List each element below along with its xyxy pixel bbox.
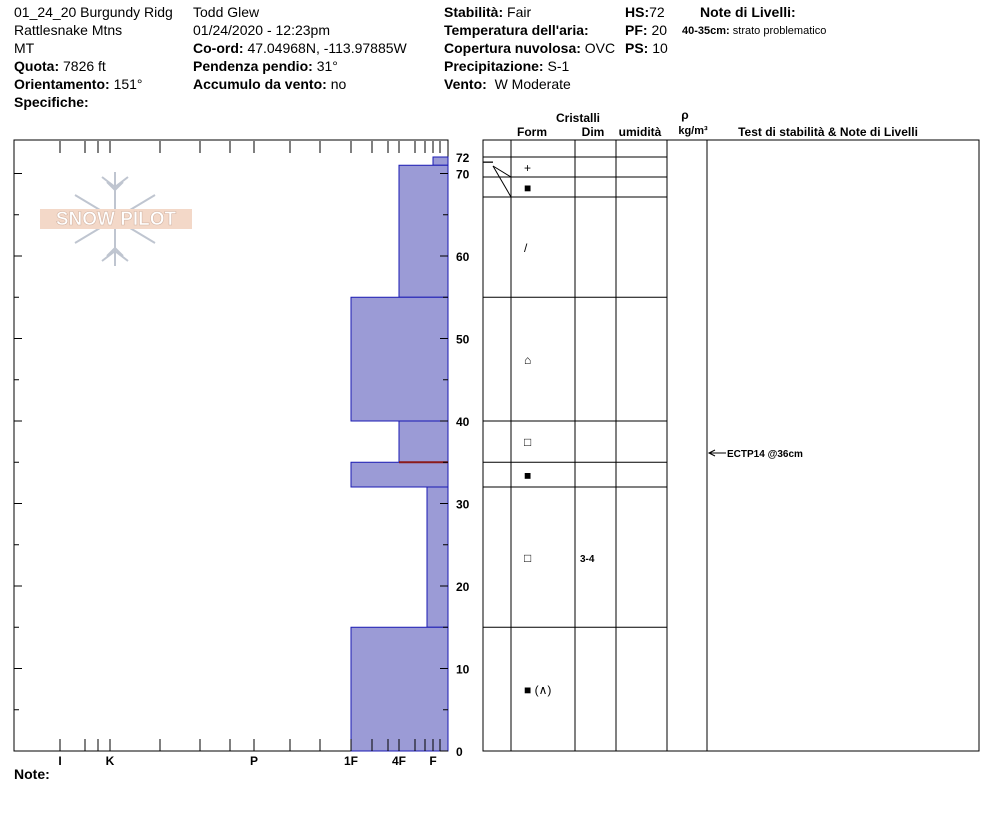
grain-form-symbol: □ <box>524 435 532 449</box>
observer-name: Todd Glew <box>193 4 260 20</box>
tests-header: Test di stabilità & Note di Livelli <box>738 125 918 139</box>
depth-tick-label: 10 <box>456 662 470 677</box>
logo-text: SNOW PILOT <box>55 209 177 230</box>
state: MT <box>14 40 35 56</box>
hardness-bar <box>351 627 448 751</box>
stability-label: Stabilità: <box>444 4 504 20</box>
cloud-label: Copertura nuvolosa: <box>444 40 581 56</box>
precip-label: Precipitazione: <box>444 58 544 74</box>
ps-label: PS: <box>625 40 649 56</box>
hardness-label: P <box>249 754 259 768</box>
hardness-bar <box>351 462 448 487</box>
wind-label: Vento: <box>444 76 487 92</box>
hardness-label: K <box>105 754 115 768</box>
pf-label: PF: <box>625 22 648 38</box>
grain-form-symbol: ⌂ <box>524 353 532 367</box>
hardness-bar <box>399 421 448 462</box>
test-result-label: ECTP14 @36cm <box>727 449 803 460</box>
cloud-value: OVC <box>584 40 616 56</box>
pf-value: 20 <box>651 22 668 38</box>
stability-value: Fair <box>507 4 532 20</box>
layer-note-text: strato problematico <box>732 25 827 37</box>
depth-tick-label: 0 <box>456 745 463 759</box>
precip-value: S-1 <box>547 58 570 74</box>
dim-header: Dim <box>581 125 605 139</box>
depth-tick-label: 40 <box>456 415 470 429</box>
depth-tick-label: 72 <box>456 151 470 165</box>
depth-tick-label: 20 <box>456 580 470 594</box>
snowpilot-logo <box>40 172 192 266</box>
wind-value: W Moderate <box>494 76 571 92</box>
grain-form-symbol: ■ <box>524 181 532 195</box>
grain-form-symbol: ■ (∧) <box>524 683 552 697</box>
layer-connector <box>493 166 511 197</box>
grain-form-symbol: □ <box>524 551 532 565</box>
crystal-table-frame <box>483 140 979 751</box>
hardness-label: F <box>429 754 437 768</box>
air-temp-label: Temperatura dell'aria: <box>444 22 589 38</box>
hs-value: 72 <box>649 4 665 20</box>
hardness-label: 1F <box>343 754 359 768</box>
coord-label: Co-ord: <box>193 40 244 56</box>
specifics-label: Specifiche: <box>14 94 89 110</box>
site-name: 01_24_20 Burgundy Ridg <box>14 4 173 20</box>
footer-note-label: Note: <box>14 766 50 782</box>
aspect-label: Orientamento: <box>14 76 110 92</box>
depth-tick-label: 50 <box>456 332 470 347</box>
crystals-header: Cristalli <box>555 111 601 125</box>
grain-size-value: 3-4 <box>580 554 595 565</box>
hs-label: HS: <box>625 4 650 20</box>
density-symbol-header: ρ <box>681 108 689 122</box>
ps-value: 10 <box>652 40 668 56</box>
coord-value: 47.04968N, -113.97885W <box>247 40 407 56</box>
aspect-value: 151° <box>113 76 143 92</box>
wind-loading-value: no <box>330 76 347 92</box>
elevation-value: 7826 ft <box>63 58 106 74</box>
slope-label: Pendenza pendio: <box>193 58 313 74</box>
slope-value: 31° <box>316 58 338 74</box>
mountain-range: Rattlesnake Mtns <box>14 22 123 38</box>
moisture-header: umidità <box>618 125 662 139</box>
layer-notes-title: Note di Livelli: <box>700 4 796 20</box>
hardness-bar <box>427 487 448 627</box>
hardness-label: 4F <box>391 754 407 768</box>
layer-note-depth: 40-35cm: <box>682 25 730 37</box>
grain-form-symbol: + <box>524 161 532 175</box>
depth-tick-label: 30 <box>456 497 470 512</box>
hardness-bar <box>351 297 448 421</box>
grain-form-symbol: ■ <box>524 468 532 483</box>
wind-loading-label: Accumulo da vento: <box>193 76 327 92</box>
hardness-bar <box>399 165 448 297</box>
stability-tests <box>709 449 803 460</box>
elevation-label: Quota: <box>14 58 60 74</box>
density-unit-header: kg/m³ <box>678 125 708 137</box>
depth-tick-label: 70 <box>456 167 470 182</box>
depth-tick-label: 60 <box>456 250 470 264</box>
hardness-bar <box>433 157 448 165</box>
form-header: Form <box>517 125 547 139</box>
hardness-profile <box>351 157 448 751</box>
hardness-label: I <box>58 754 62 768</box>
observation-datetime: 01/24/2020 - 12:23pm <box>193 22 330 38</box>
grain-form-symbol: / <box>524 241 528 255</box>
